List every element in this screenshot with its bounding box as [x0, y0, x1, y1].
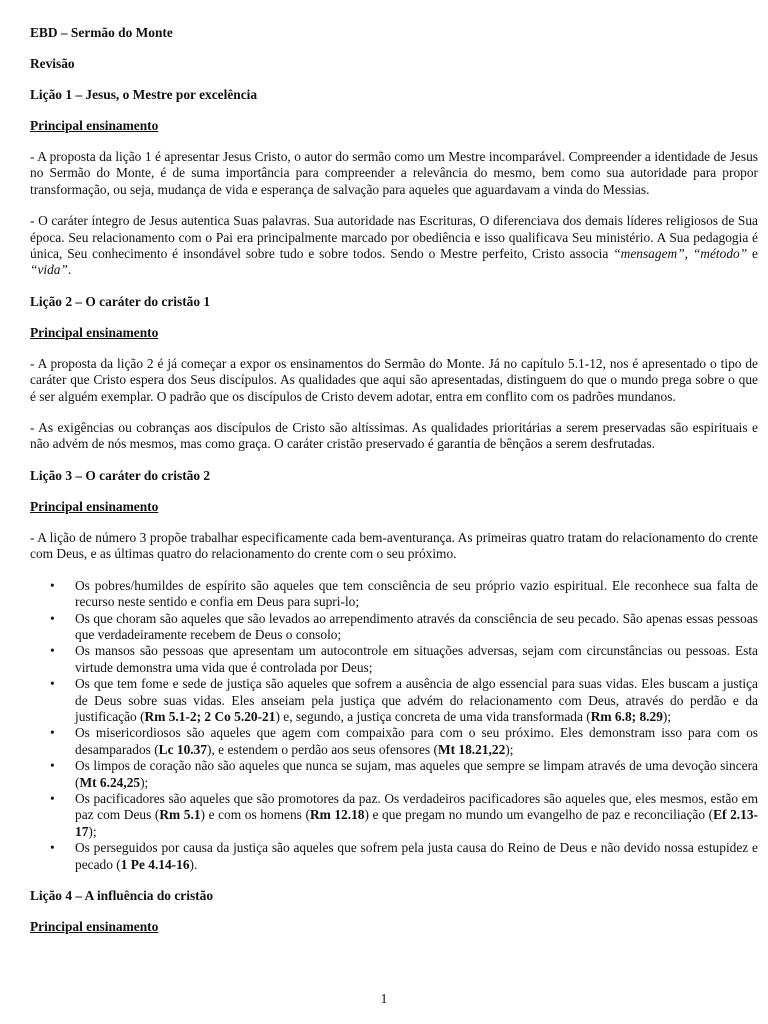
bible-reference: Ef 2.13-17 [75, 807, 758, 839]
list-item-text: Os pacificadores são aqueles que são promotores da paz. Os verdadeiros pacificadores são aqueles que, eles mesmos, estão em paz com Deus ( [75, 790, 758, 823]
bullet-icon: • [50, 725, 55, 741]
list-item-text: Os perseguidos por causa da justiça são aqueles que sofrem pela justa causa do Reino de Deus e não devido nossa estupidez e pecado ( [75, 840, 758, 872]
separator: e [747, 246, 758, 262]
bullet-icon: • [50, 840, 55, 856]
document-title: EBD – Sermão do Monte [30, 25, 173, 40]
lesson-1-paragraph-2 [30, 213, 758, 279]
lesson-1-subheading: Principal ensinamento [30, 118, 159, 133]
list-item [30, 725, 758, 758]
list-item-text: ). [189, 856, 198, 872]
lesson-2-subheading: Principal ensinamento [30, 324, 159, 340]
list-item-text: ) e com os homens ( [200, 807, 310, 823]
bible-reference: Rm 12.18 [309, 807, 365, 823]
bible-reference: Rm 5.1 [159, 807, 201, 823]
bible-reference: Lc 10.37 [158, 741, 208, 757]
bible-reference: 1 Pe 4.14-16 [120, 856, 190, 872]
lesson-1-paragraph-2-text: - O caráter íntegro de Jesus autentica Suas palavras. Sua autoridade nas Escrituras, O diferenciava dos demais líderes religiosos de Sua época. Seu relacionamento com o Pai era principalmente marcado por obediência e isso qualificava Seu ministério. A Sua pedagogia é única, Seu conhecimento é insondável sobre tudo e sobre todos. Sendo o Mestre perfeito, Cristo associa [30, 213, 758, 262]
list-item-text: ), e estendem o perdão aos seus ofensores ( [207, 741, 438, 757]
bullet-icon: • [50, 610, 55, 626]
beatitudes-list [30, 578, 758, 873]
lesson-2-heading: Lição 2 – O caráter do cristão 1 [30, 293, 211, 309]
lesson-2-paragraph-1: - A proposta da lição 2 é já começar a expor os ensinamentos do Sermão do Monte. Já no capítulo 5.1-12, nos é apresentado o tipo de caráter que Cristo espera dos Seus discípulos. As qualidades que aqui são apresentadas, distinguem do que o mundo prega sobre o que é ser alguém exemplar. O padrão que os discípulos de Cristo devem adotar, entra em conflito com os padrões mundanos. [30, 355, 758, 404]
bullet-icon: • [50, 758, 55, 774]
list-item-text: Os misericordiosos são aqueles que agem com compaixão para com o seu próximo. Eles demonstram isso para com os desamparados ( [75, 725, 758, 757]
list-item-text: ); [140, 774, 149, 790]
bullet-icon: • [50, 643, 55, 659]
bible-reference: Rm 5.1-2; 2 Co 5.20-21 [144, 708, 276, 724]
quote-metodo: “método” [692, 246, 748, 262]
list-item [30, 611, 758, 644]
lesson-1-heading: Lição 1 – Jesus, o Mestre por excelência [30, 87, 258, 102]
list-item-text: ); [505, 741, 514, 757]
list-item-text: ); [88, 823, 97, 839]
lesson-3-subheading: Principal ensinamento [30, 498, 159, 514]
lesson-4-heading: Lição 4 – A influência do cristão [30, 888, 214, 903]
section-revisao: Revisão [30, 56, 75, 71]
period: . [67, 262, 72, 278]
lesson-2-paragraph-2: - As exigências ou cobranças aos discípulos de Cristo são altíssimas. As qualidades prioritárias a serem preservadas são espirituais e não advém de nós mesmos, mas como graça. O caráter cristão preservado é garantia de bênçãos a serem desfrutadas. [30, 420, 758, 452]
quote-vida: “vida” [30, 262, 68, 278]
list-item [30, 840, 758, 873]
list-item-text: Os mansos são pessoas que apresentam um autocontrole em situações adversas, sejam com circunstâncias ou pessoas. Esta virtude demonstra uma vida que é controlada por Deus; [75, 643, 758, 675]
list-item-text: Os que tem fome e sede de justiça são aqueles que sofrem a ausência de algo essencial para suas vidas. Eles buscam a justiça de Deus sobre suas vidas. Eles anseiam pela justiça que advém do relacionamento com Deus, através do perdão e da justificação ( [75, 676, 758, 724]
bullet-icon: • [50, 676, 55, 692]
bible-reference: Rm 6.8; 8.29 [590, 708, 663, 724]
document-page [30, 25, 758, 935]
bible-reference: Mt 6.24,25 [79, 774, 141, 790]
list-item-text: Os limpos de coração não são aqueles que nunca se sujam, mas aqueles que sempre se limpam através de uma devoção sincera ( [75, 758, 758, 790]
list-item [30, 758, 758, 791]
list-item [30, 676, 758, 725]
list-item-text: ); [662, 708, 672, 724]
quote-mensagem: “mensagem” [613, 246, 685, 262]
list-item [30, 578, 758, 611]
lesson-3-paragraph-1: - A lição de número 3 propõe trabalhar especificamente cada bem-aventurança. As primeiras quatro tratam do relacionamento do crente com Deus, e as últimas quatro do relacionamento do crente com o seu próximo. [30, 529, 758, 562]
separator: , [684, 246, 693, 262]
lesson-4-subheading: Principal ensinamento [30, 919, 159, 934]
list-item [30, 643, 758, 676]
list-item [30, 791, 758, 840]
bible-reference: Mt 18.21,22 [437, 741, 506, 757]
lesson-1-paragraph-1: - A proposta da lição 1 é apresentar Jesus Cristo, o autor do sermão como um Mestre incomparável. Compreender a identidade de Jesus no Sermão do Monte, é de suma importância para compreender a relevância do mesmo, bem como sua autoridade para propor transformação, ou seja, mudança de vida e esperança de salvação para aqueles que aguardavam a vinda do Messias. [30, 149, 758, 197]
list-item-text: ) e, segundo, a justiça concreta de uma vida transformada ( [275, 708, 591, 724]
list-item-text: ) e que pregam no mundo um evangelho de paz e reconciliação ( [364, 807, 714, 823]
list-item-text: Os pobres/humildes de espírito são aqueles que tem consciência de seu próprio vazio espiritual. Ele reconhece sua falta de recurso neste sentido e confia em Deus para supri-lo; [75, 577, 758, 610]
lesson-3-heading: Lição 3 – O caráter do cristão 2 [30, 467, 211, 483]
bullet-icon: • [50, 790, 55, 806]
list-item-text: Os que choram são aqueles que são levados ao arrependimento através da consciência de seu pecado. São apenas essas pessoas que verdadeiramente recebem de Deus o consolo; [75, 610, 758, 642]
page-number: 1 [380, 991, 388, 1006]
bullet-icon: • [50, 577, 55, 593]
